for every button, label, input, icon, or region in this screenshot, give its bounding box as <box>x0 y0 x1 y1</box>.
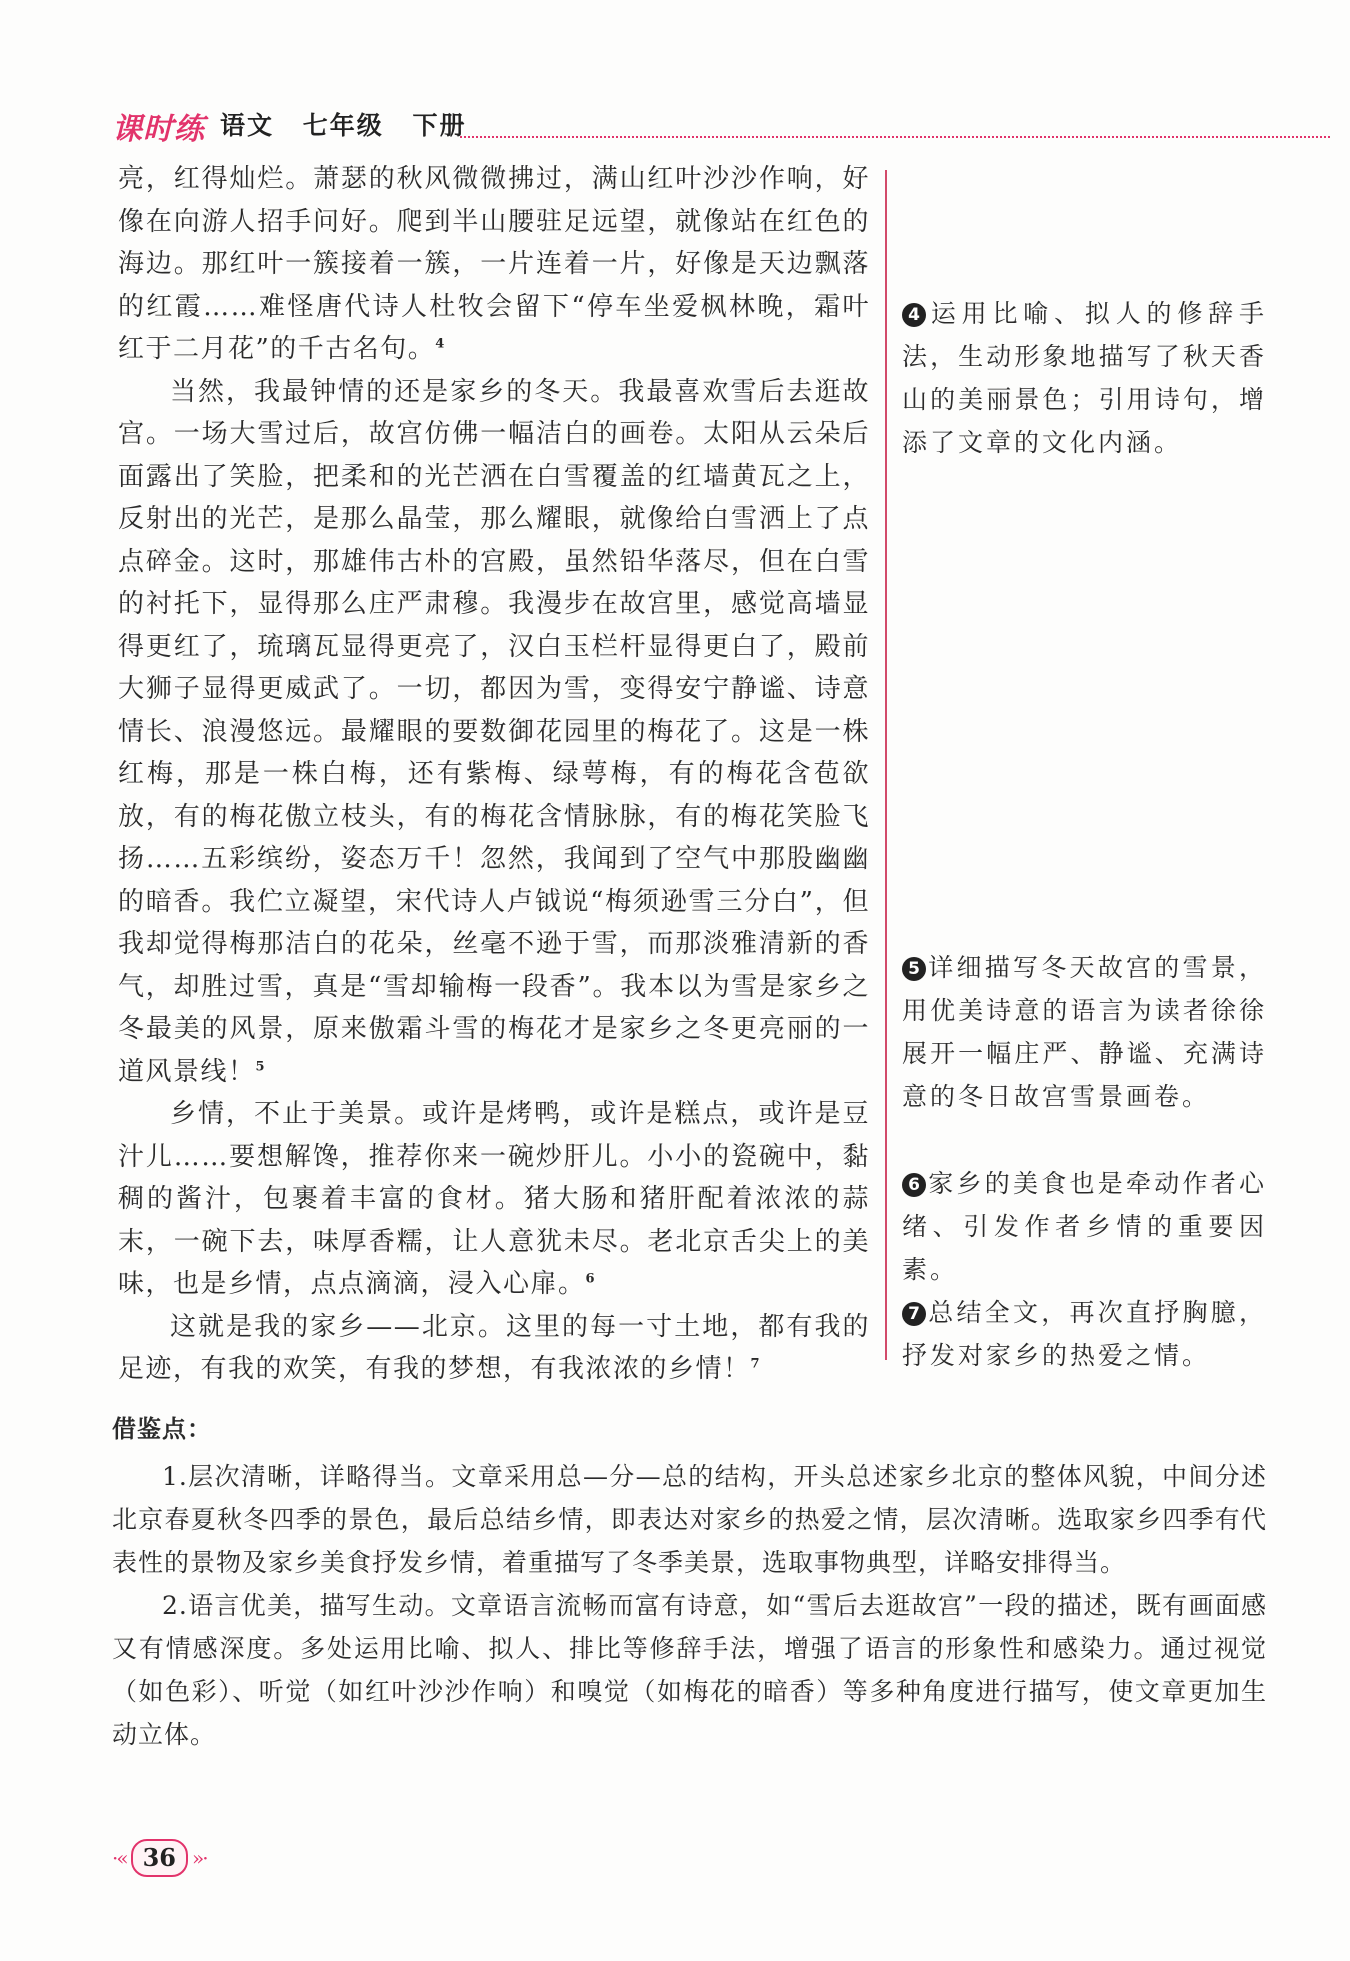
book-info <box>220 106 484 142</box>
note-marker-7: 7 <box>750 1356 762 1372</box>
side-note-4 <box>902 292 1267 464</box>
article-body <box>118 158 870 1391</box>
article-paragraph-1: 亮，红得灿烂。萧瑟的秋风微微拂过，满山红叶沙沙作响，好像在向游人招手问好。爬到半山腰驻足远望，就像站在红色的海边。那红叶一簇接着一簇，一片连着一片，好像是天边飘落的红霞……难怪唐代诗人杜牧会留下“停车坐爱枫林晚，霜叶红于二月花”的千古名句。$^4$ <box>118 164 870 364</box>
note-text-7: 总结全文，再次直抒胸臆，抒发对家乡的热爱之情。 <box>902 1298 1267 1370</box>
volume-label: 下册 <box>412 111 467 140</box>
note-marker-4: 4 <box>435 336 446 352</box>
side-note-5 <box>902 946 1267 1118</box>
left-ornament-icon: ·« <box>112 1846 127 1870</box>
side-note-6 <box>902 1162 1267 1291</box>
note-text-6: 家乡的美食也是牵动作者心绪、引发作者乡情的重要因素。 <box>902 1169 1267 1284</box>
note-marker-5: 5 <box>255 1058 267 1074</box>
article-paragraph-3: 乡情，不止于美景。或许是烤鸭，或许是糕点，或许是豆汁儿……要想解馋，推荐你来一碗炒肝儿。小小的瓷碗中，黏稠的酱汁，包裹着丰富的食材。猪大肠和猪肝配着浓浓的蒜末，一碗下去，味厚香糯，让人意犹未尽。老北京舌尖上的美味，也是乡情，点点滴滴，浸入心扉。$^6$ <box>118 1099 870 1299</box>
header-dotted-rule <box>460 136 1330 138</box>
note-text-4: 运用比喻、拟人的修辞手法，生动形象地描写了秋天香山的美丽景色；引用诗句，增添了文章的文化内涵。 <box>902 299 1267 457</box>
page-header <box>112 98 1332 148</box>
brand-logo: 课时练 <box>112 112 205 147</box>
article-paragraph-4: 这就是我的家乡——北京。这里的每一寸土地，都有我的足迹，有我的欢笑，有我的梦想，有我浓浓的乡情！$^7$ <box>118 1311 870 1384</box>
lesson-title: 借鉴点： <box>112 1415 212 1443</box>
lesson-point-1: 1.层次清晰，详略得当。文章采用总—分—总的结构，开头总述家乡北京的整体风貌，中间分述北京春夏秋冬四季的景色，最后总结乡情，即表达对家乡的热爱之情，层次清晰。选取家乡四季有代表性的景物及家乡美食抒发乡情，着重描写了冬季美景，选取事物典型，详略安排得当。 <box>112 1462 1267 1577</box>
note-number-4: 4 <box>902 303 926 327</box>
page-number-badge <box>112 1838 207 1878</box>
note-number-7: 7 <box>902 1302 926 1326</box>
note-text-5: 详细描写冬天故宫的雪景，用优美诗意的语言为读者徐徐展开一幅庄严、静谧、充满诗意的冬日故宫雪景画卷。 <box>902 953 1267 1111</box>
lesson-point-2: 2.语言优美，描写生动。文章语言流畅而富有诗意，如“雪后去逛故宫”一段的描述，既有画面感又有情感深度。多处运用比喻、拟人、排比等修辞手法，增强了语言的形象性和感染力。通过视觉（如色彩）、听觉（如红叶沙沙作响）和嗅觉（如梅花的暗香）等多种角度进行描写，使文章更加生动立体。 <box>112 1591 1267 1749</box>
lesson-section <box>112 1408 1267 1756</box>
page-number: 36 <box>131 1839 188 1877</box>
note-number-5: 5 <box>902 957 926 981</box>
note-marker-6: 6 <box>585 1271 597 1287</box>
grade-label: 七年级 <box>302 111 384 140</box>
subject-label: 语文 <box>220 111 275 140</box>
column-divider <box>885 170 887 1360</box>
article-paragraph-2: 当然，我最钟情的还是家乡的冬天。我最喜欢雪后去逛故宫。一场大雪过后，故宫仿佛一幅洁白的画卷。太阳从云朵后面露出了笑脸，把柔和的光芒洒在白雪覆盖的红墙黄瓦之上，反射出的光芒，是那么晶莹，那么耀眼，就像给白雪洒上了点点碎金。这时，那雄伟古朴的宫殿，虽然铅华落尽，但在白雪的衬托下，显得那么庄严肃穆。我漫步在故宫里，感觉高墙显得更红了，琉璃瓦显得更亮了，汉白玉栏杆显得更白了，殿前大狮子显得更威武了。一切，都因为雪，变得安宁静谧、诗意情长、浪漫悠远。最耀眼的要数御花园里的梅花了。这是一株红梅，那是一株白梅，还有紫梅、绿萼梅，有的梅花含苞欲放，有的梅花傲立枝头，有的梅花含情脉脉，有的梅花笑脸飞扬……五彩缤纷，姿态万千！忽然，我闻到了空气中那股幽幽的暗香。我伫立凝望，宋代诗人卢钺说“梅须逊雪三分白”，但我却觉得梅那洁白的花朵，丝毫不逊于雪，而那淡雅清新的香气，却胜过雪，真是“雪却输梅一段香”。我本以为雪是家乡之冬最美的风景，原来傲霜斗雪的梅花才是家乡之冬更亮丽的一道风景线！$^5$ <box>118 376 870 1087</box>
side-note-7 <box>902 1291 1267 1377</box>
note-number-6: 6 <box>902 1173 926 1197</box>
right-ornament-icon: »· <box>192 1846 207 1870</box>
